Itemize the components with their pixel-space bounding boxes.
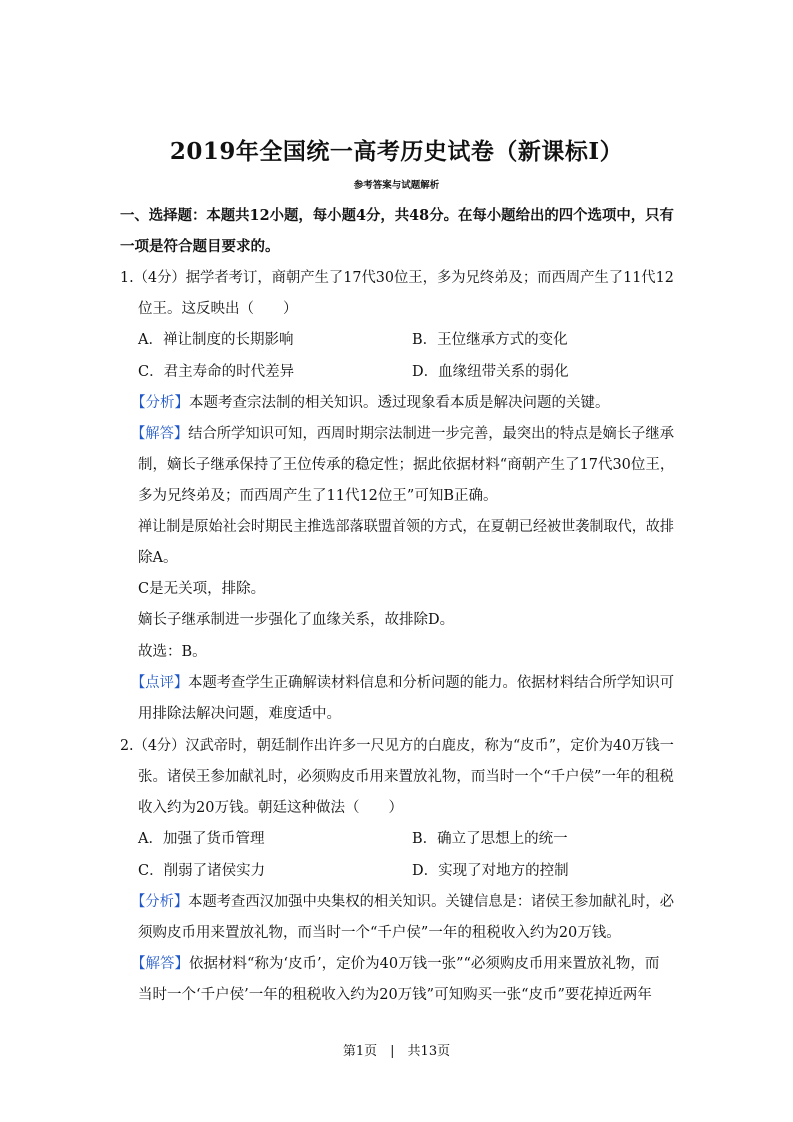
q2-option-c: C．削弱了诸侯实力 (138, 863, 266, 879)
comment-tag: 【点评】 (131, 675, 189, 691)
section-heading-line-1: 一、选择题：本题共12小题，每小题4分，共48分。在每小题给出的四个选项中，只有 (120, 207, 674, 224)
document-subtitle: 参考答案与试题解析 (353, 180, 440, 191)
q1-answer-line-6: C是无关项，排除。 (138, 581, 266, 597)
q2-stem-line-2: 张。诸侯王参加献礼时，必须购皮币用来置放礼物，而当时一个“千户侯”一年的租税 (138, 769, 674, 785)
q1-answer-line-2: 制，嫡长子继承保持了王位传承的稳定性；据此依据材料“商朝产生了17代30位王， (138, 457, 675, 473)
analysis-tag: 【分析】 (131, 894, 189, 910)
q1-answer-line-5: 除A。 (138, 550, 178, 566)
q1-analysis-text: 本题考查宗法制的相关知识。透过现象看本质是解决问题的关键。 (189, 395, 610, 411)
q1-answer-line-7: 嫡长子继承制进一步强化了血缘关系，故排除D。 (138, 612, 455, 628)
q1-comment-line-1 (131, 673, 674, 693)
q1-option-b: B．王位继承方式的变化 (412, 332, 568, 348)
q1-comment-line-2: 用排除法解决问题，难度适中。 (138, 706, 341, 722)
answer-tag: 【解答】 (131, 426, 189, 442)
q1-answer-line-4: 禅让制是原始社会时期民主推选部落联盟首领的方式，在夏朝已经被世袭制取代，故排 (138, 519, 675, 535)
q1-option-d: D．血缘纽带关系的弱化 (412, 364, 569, 380)
q2-analysis-line-1 (131, 892, 674, 912)
page-footer: 第1页 | 共13页 (342, 1044, 451, 1059)
q2-stem-line-1: 2.（4分）汉武帝时，朝廷制作出许多一尺见方的白鹿皮，称为“皮币”，定价为40万钱一 (120, 738, 674, 754)
q1-answer-line-1 (131, 424, 674, 444)
document-title: 2019年全国统一高考历史试卷（新课标Ⅰ） (169, 138, 624, 165)
q1-option-c: C．君主寿命的时代差异 (138, 364, 295, 380)
q2-option-b: B．确立了思想上的统一 (412, 831, 568, 847)
q2-analysis-line-2: 须购皮币用来置放礼物，而当时一个“千户侯”一年的租税收入约为20万钱。 (138, 925, 621, 941)
q1-stem-line-1: 1.（4分）据学者考订，商朝产生了17代30位王，多为兄终弟及；而西周产生了11代12 (120, 270, 674, 286)
q2-option-a: A．加强了货币管理 (138, 831, 265, 847)
q1-answer-text-1: 结合所学知识可知，西周时期宗法制进一步完善，最突出的特点是嫡长子继承 (188, 426, 675, 442)
q1-option-a: A．禅让制度的长期影响 (138, 332, 294, 348)
section-heading-line-2: 一项是符合题目要求的。 (120, 238, 280, 255)
q2-stem-line-3: 收入约为20万钱。朝廷这种做法（ ） (138, 800, 403, 816)
q2-answer-text-1: 依据材料“称为‘皮币’，定价为40万钱一张”“必须购皮币用来置放礼物，而 (189, 956, 660, 972)
q2-answer-line-2: 当时一个‘千户侯’一年的租税收入约为20万钱”可知购买一张“皮币”要花掉近两年 (138, 987, 652, 1003)
q1-answer-line-3: 多为兄终弟及；而西周产生了11代12位王”可知B正确。 (138, 488, 498, 504)
answer-tag: 【解答】 (131, 956, 189, 972)
q1-comment-text-1: 本题考查学生正确解读材料信息和分析问题的能力。依据材料结合所学知识可 (188, 675, 675, 691)
q2-option-d: D．实现了对地方的控制 (412, 863, 569, 879)
analysis-tag: 【分析】 (131, 395, 189, 411)
q1-answer-line-8: 故选：B。 (138, 644, 207, 660)
q2-answer-line-1 (131, 954, 659, 974)
q1-analysis (131, 393, 610, 413)
q1-stem-line-2: 位王。这反映出（ ） (138, 301, 298, 317)
q2-analysis-text-1: 本题考查西汉加强中央集权的相关知识。关键信息是：诸侯王参加献礼时，必 (188, 894, 675, 910)
